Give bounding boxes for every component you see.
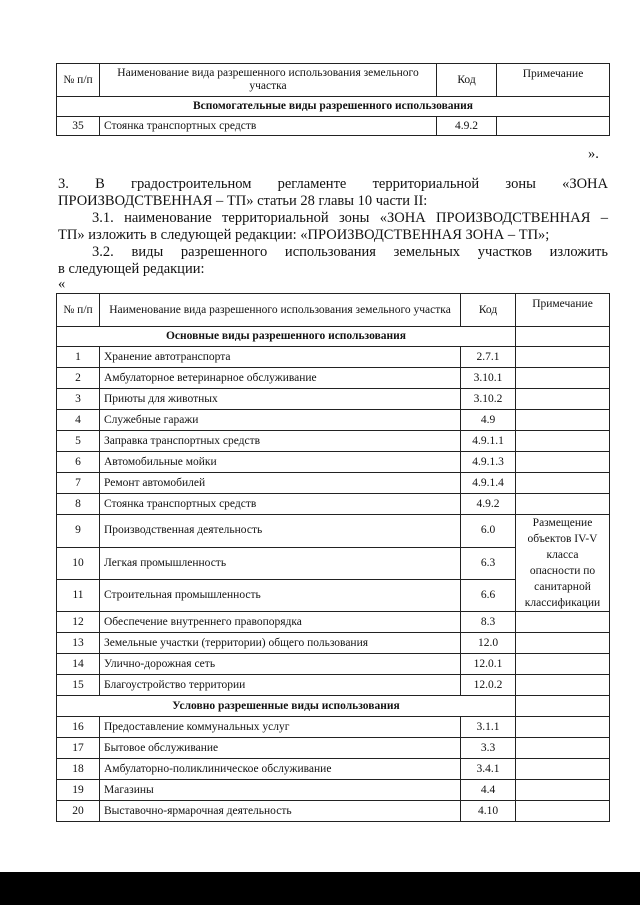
row-number: 9 (57, 515, 100, 548)
closing-quote: ». (588, 146, 599, 162)
row-name: Бытовое обслуживание (100, 738, 461, 759)
row-code: 3.10.2 (461, 389, 516, 410)
table-row (57, 494, 610, 515)
row-name: Легкая промышленность (100, 547, 461, 580)
row-number: 4 (57, 410, 100, 431)
row-number: 16 (57, 717, 100, 738)
paragraph-3-2-line-2: в следующей редакции: (58, 261, 205, 277)
row-note (516, 452, 610, 473)
paragraph-3-line-1: 3. В градостроительном регламенте территориальной зоны «ЗОНА (58, 176, 608, 192)
row-code: 12.0 (461, 633, 516, 654)
row-code: 3.10.1 (461, 368, 516, 389)
table-row (57, 117, 610, 136)
row-note (516, 431, 610, 452)
row-number: 15 (57, 675, 100, 696)
row-name: Благоустройство территории (100, 675, 461, 696)
row-code: 3.1.1 (461, 717, 516, 738)
table-row (57, 633, 610, 654)
row-number: 8 (57, 494, 100, 515)
row-note (516, 368, 610, 389)
section-title-main: Основные виды разрешенного использования (57, 327, 516, 347)
row-number: 12 (57, 612, 100, 633)
row-number: 2 (57, 368, 100, 389)
row-note (497, 117, 610, 136)
header-note: Примечание (516, 294, 610, 327)
table-header-row (57, 294, 610, 327)
row-name: Автомобильные мойки (100, 452, 461, 473)
row-code: 3.4.1 (461, 759, 516, 780)
row-note (516, 612, 610, 633)
row-note (516, 410, 610, 431)
row-note (516, 717, 610, 738)
row-note (516, 801, 610, 822)
row-name: Амбулаторное ветеринарное обслуживание (100, 368, 461, 389)
row-name: Земельные участки (территории) общего пользования (100, 633, 461, 654)
row-name: Предоставление коммунальных услуг (100, 717, 461, 738)
row-name: Стоянка транспортных средств (100, 494, 461, 515)
row-name: Стоянка транспортных средств (100, 117, 437, 136)
row-code: 6.6 (461, 580, 516, 612)
section-note-empty (516, 327, 610, 347)
row-note (516, 654, 610, 675)
row-code: 4.9.2 (461, 494, 516, 515)
header-name: Наименование вида разрешенного использования земельного участка (100, 294, 461, 327)
table-row (57, 801, 610, 822)
row-name: Улично-дорожная сеть (100, 654, 461, 675)
row-number: 17 (57, 738, 100, 759)
row-name: Амбулаторно-поликлиническое обслуживание (100, 759, 461, 780)
row-name: Хранение автотранспорта (100, 347, 461, 368)
row-name: Магазины (100, 780, 461, 801)
table-row (57, 347, 610, 368)
row-note (516, 738, 610, 759)
scan-bottom-edge (0, 872, 640, 905)
row-code: 4.9 (461, 410, 516, 431)
row-number: 10 (57, 547, 100, 580)
row-name: Заправка транспортных средств (100, 431, 461, 452)
land-use-table (56, 293, 610, 822)
paragraph-3-2-line-1: 3.2. виды разрешенного использования земельных участков изложить (92, 244, 608, 260)
row-number: 11 (57, 580, 100, 612)
section-row-conditional (57, 696, 610, 717)
row-number: 13 (57, 633, 100, 654)
row-code: 4.9.2 (437, 117, 497, 136)
row-code: 12.0.1 (461, 654, 516, 675)
paragraph-3-1-line-2: ТП» изложить в следующей редакции: «ПРОИЗВОДСТВЕННАЯ ЗОНА – ТП»; (58, 227, 550, 243)
row-code: 8.3 (461, 612, 516, 633)
merged-note-industrial: Размещение объектов IV-V класса опасности по санитарной классификации (516, 515, 610, 612)
table-row (57, 759, 610, 780)
table-header-row (57, 64, 610, 97)
row-code: 6.3 (461, 547, 516, 580)
table-row (57, 368, 610, 389)
row-name: Ремонт автомобилей (100, 473, 461, 494)
section-row-auxiliary (57, 97, 610, 117)
header-number: № п/п (57, 64, 100, 97)
row-number: 1 (57, 347, 100, 368)
row-code: 4.9.1.4 (461, 473, 516, 494)
header-number: № п/п (57, 294, 100, 327)
table-row (57, 675, 610, 696)
table-row (57, 515, 610, 548)
row-code: 4.9.1.1 (461, 431, 516, 452)
table-row (57, 452, 610, 473)
header-note: Примечание (497, 64, 610, 97)
table-row (57, 473, 610, 494)
row-note (516, 759, 610, 780)
section-row-main (57, 327, 610, 347)
row-note (516, 675, 610, 696)
row-code: 4.10 (461, 801, 516, 822)
header-code: Код (461, 294, 516, 327)
row-number: 3 (57, 389, 100, 410)
row-name: Выставочно-ярмарочная деятельность (100, 801, 461, 822)
row-code: 4.9.1.3 (461, 452, 516, 473)
row-number: 14 (57, 654, 100, 675)
table-row (57, 410, 610, 431)
row-note (516, 494, 610, 515)
row-number: 7 (57, 473, 100, 494)
land-use-table-continued (56, 63, 610, 136)
header-name: Наименование вида разрешенного использования земельного участка (100, 64, 437, 97)
row-note (516, 347, 610, 368)
row-number: 6 (57, 452, 100, 473)
table-row (57, 431, 610, 452)
row-number: 18 (57, 759, 100, 780)
opening-quote: « (58, 276, 66, 292)
row-name: Приюты для животных (100, 389, 461, 410)
paragraph-3-line-2: ПРОИЗВОДСТВЕННАЯ – ТП» статьи 28 главы 10 части II: (58, 193, 428, 209)
table-row (57, 389, 610, 410)
row-name: Служебные гаражи (100, 410, 461, 431)
row-number: 20 (57, 801, 100, 822)
table-row (57, 612, 610, 633)
row-code: 12.0.2 (461, 675, 516, 696)
row-code: 3.3 (461, 738, 516, 759)
row-note (516, 473, 610, 494)
row-note (516, 780, 610, 801)
section-title-auxiliary: Вспомогательные виды разрешенного использования (57, 97, 610, 117)
row-number: 19 (57, 780, 100, 801)
row-number: 35 (57, 117, 100, 136)
header-code: Код (437, 64, 497, 97)
table-row (57, 738, 610, 759)
row-name: Производственная деятельность (100, 515, 461, 548)
row-code: 4.4 (461, 780, 516, 801)
table-row (57, 780, 610, 801)
row-name: Обеспечение внутреннего правопорядка (100, 612, 461, 633)
table-row (57, 654, 610, 675)
row-note (516, 633, 610, 654)
row-code: 6.0 (461, 515, 516, 548)
section-note-empty (516, 696, 610, 717)
paragraph-3-1-line-1: 3.1. наименование территориальной зоны «ЗОНА ПРОИЗВОДСТВЕННАЯ – (92, 210, 608, 226)
section-title-conditional: Условно разрешенные виды использования (57, 696, 516, 717)
row-code: 2.7.1 (461, 347, 516, 368)
row-name: Строительная промышленность (100, 580, 461, 612)
row-note (516, 389, 610, 410)
table-row (57, 717, 610, 738)
row-number: 5 (57, 431, 100, 452)
